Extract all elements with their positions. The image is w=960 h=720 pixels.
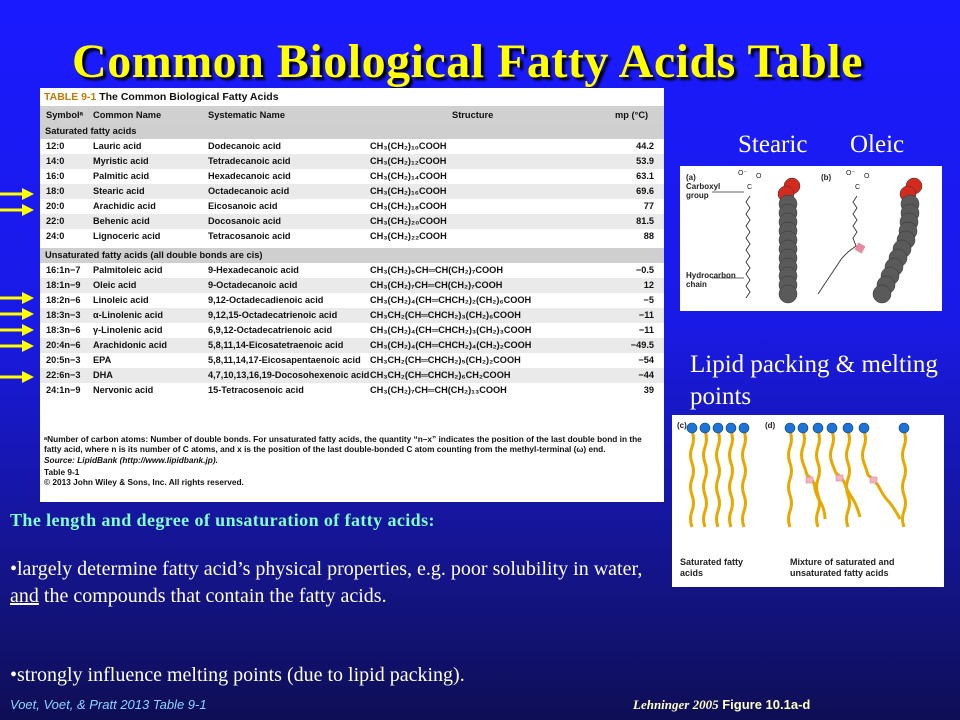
cell-structure: CH₃CH₂(CH═CHCH₂)₅(CH₂)₂COOH bbox=[370, 355, 521, 365]
mixture-caption: Mixture of saturated and unsaturated fatty acids bbox=[790, 557, 895, 578]
figure-stearic-oleic bbox=[680, 166, 942, 311]
cell-common: Linoleic acid bbox=[93, 295, 149, 305]
table-row bbox=[40, 229, 664, 244]
cell-common: α-Linolenic acid bbox=[93, 310, 163, 320]
bullet-1-post: the compounds that contain the fatty acids. bbox=[38, 585, 387, 607]
cell-common: Nervonic acid bbox=[93, 385, 154, 395]
panel-c-label: (c) bbox=[677, 421, 687, 430]
header-systematic-name: Systematic Name bbox=[208, 110, 285, 120]
cell-systematic: 9-Hexadecanoic acid bbox=[208, 265, 299, 275]
cell-systematic: Tetradecanoic acid bbox=[208, 156, 291, 166]
citation-right bbox=[633, 697, 810, 713]
cell-common: Behenic acid bbox=[93, 216, 150, 226]
bullet-1-pre: •largely determine fatty acid’s physical properties, e.g. poor solubility in water, bbox=[10, 558, 643, 580]
cell-structure: CH₃CH₂(CH═CHCH₂)₆CH₂COOH bbox=[370, 370, 511, 380]
cell-structure: CH₃(CH₂)₄(CH═CHCH₂)₂(CH₂)₆COOH bbox=[370, 295, 532, 305]
cell-structure: CH₃CH₂(CH═CHCH₂)₃(CH₂)₆COOH bbox=[370, 310, 521, 320]
cell-systematic: 6,9,12-Octadecatrienoic acid bbox=[208, 325, 333, 335]
cell-symbol: 18:3n−3 bbox=[46, 310, 81, 320]
cell-mp: 44.2 bbox=[636, 141, 654, 151]
cell-systematic: 9,12-Octadecadienoic acid bbox=[208, 295, 324, 305]
table-row bbox=[40, 184, 664, 199]
cell-common: Palmitoleic acid bbox=[93, 265, 163, 275]
b-c: C bbox=[855, 184, 861, 191]
highlight-arrow-icon bbox=[0, 370, 34, 384]
table-header bbox=[40, 106, 664, 124]
a-c: C bbox=[747, 184, 753, 191]
highlight-arrow-icon bbox=[0, 187, 34, 201]
cell-systematic: 9,12,15-Octadecatrienoic acid bbox=[208, 310, 338, 320]
slide-title: Common Biological Fatty Acids Table bbox=[72, 35, 863, 88]
cell-symbol: 20:4n−6 bbox=[46, 340, 81, 350]
highlight-arrow-icon bbox=[0, 291, 34, 305]
cell-mp: −49.5 bbox=[630, 340, 654, 350]
header-mp: mp (°C) bbox=[615, 110, 649, 120]
citation-left: Voet, Voet, & Pratt 2013 Table 9-1 bbox=[10, 697, 207, 712]
cell-common: Stearic acid bbox=[93, 186, 145, 196]
cell-systematic: 4,7,10,13,16,19-Docosohexenoic acid bbox=[208, 370, 370, 380]
cell-structure: CH₃(CH₂)₁₆COOH bbox=[370, 186, 447, 196]
cell-systematic: 15-Tetracosenoic acid bbox=[208, 385, 304, 395]
cell-structure: CH₃(CH₂)₁₄COOH bbox=[370, 171, 447, 181]
highlight-arrow-icon bbox=[0, 203, 34, 217]
panel-d-label: (d) bbox=[765, 421, 776, 430]
cell-structure: CH₃(CH₂)₄(CH═CHCH₂)₄(CH₂)₂COOH bbox=[370, 340, 532, 350]
cell-common: Oleic acid bbox=[93, 280, 137, 290]
bullet-2: •strongly influence melting points (due to lipid packing). bbox=[10, 664, 465, 686]
cell-symbol: 18:2n−6 bbox=[46, 295, 81, 305]
panel-a-label: (a) bbox=[686, 173, 696, 182]
cell-systematic: Eicosanoic acid bbox=[208, 201, 278, 211]
a-o: O bbox=[756, 173, 762, 180]
cell-symbol: 20:0 bbox=[46, 201, 65, 211]
cell-mp: −5 bbox=[643, 295, 654, 305]
table-number: TABLE 9-1 bbox=[44, 91, 97, 103]
cell-mp: 69.6 bbox=[636, 186, 654, 196]
footnote-text: ᵃNumber of carbon atoms: Number of double bonds. For unsaturated fatty acids, the quantity “n–x” indicates the position of the last double bond in the fatty acid, where n is its number of C atoms, and x is the position of the last double-bonded C atom counting from the methyl-terminal (ω) end. bbox=[44, 434, 642, 455]
footnote-source: Source: LipidBank (http://www.lipidbank.jp). bbox=[44, 454, 218, 465]
table-row bbox=[40, 293, 664, 308]
cell-common: Lauric acid bbox=[93, 141, 142, 151]
table-row bbox=[40, 199, 664, 214]
cell-symbol: 14:0 bbox=[46, 156, 65, 166]
figure-lipid-packing bbox=[672, 415, 944, 587]
a-o-minus: O⁻ bbox=[738, 170, 748, 177]
citation-right-figure: Figure 10.1a-d bbox=[718, 697, 811, 712]
carboxyl-label: Carboxyl group bbox=[686, 182, 721, 200]
table-row bbox=[40, 154, 664, 169]
cell-mp: −11 bbox=[638, 310, 654, 320]
cell-common: Myristic acid bbox=[93, 156, 149, 166]
table-title: The Common Biological Fatty Acids bbox=[99, 91, 279, 103]
cell-structure: CH₃(CH₂)₂₀COOH bbox=[370, 216, 447, 226]
cell-mp: 81.5 bbox=[636, 216, 654, 226]
cell-systematic: Octadecanoic acid bbox=[208, 186, 290, 196]
cell-common: EPA bbox=[93, 355, 112, 365]
table-row bbox=[40, 368, 664, 383]
highlight-arrow-icon bbox=[0, 307, 34, 321]
cell-common: DHA bbox=[93, 370, 113, 380]
cell-structure: CH₃(CH₂)₅CH═CH(CH₂)₇COOH bbox=[370, 265, 503, 275]
footnote-copyright: © 2013 John Wiley & Sons, Inc. All rights reserved. bbox=[44, 477, 244, 488]
table-row bbox=[40, 338, 664, 353]
bullet-1 bbox=[10, 556, 660, 610]
cell-mp: 77 bbox=[643, 201, 654, 211]
cell-mp: 63.1 bbox=[636, 171, 654, 181]
table-row bbox=[40, 139, 664, 154]
cell-mp: −54 bbox=[638, 355, 654, 365]
cell-systematic: 5,8,11,14,17-Eicosapentaenoic acid bbox=[208, 355, 361, 365]
lead-text: The length and degree of unsaturation of fatty acids: bbox=[10, 510, 435, 530]
cell-structure: CH₃(CH₂)₁₀COOH bbox=[370, 141, 447, 151]
cell-systematic: 5,8,11,14-Eicosatetraenoic acid bbox=[208, 340, 344, 350]
section-saturated: Saturated fatty acids bbox=[40, 124, 664, 139]
hydrocarbon-label: Hydrocarbon chain bbox=[686, 271, 736, 289]
cell-mp: 88 bbox=[643, 231, 654, 241]
cell-structure: CH₃(CH₂)₄(CH═CHCH₂)₃(CH₂)₃COOH bbox=[370, 325, 532, 335]
cell-systematic: Docosanoic acid bbox=[208, 216, 282, 226]
cell-common: Lignoceric acid bbox=[93, 231, 161, 241]
cell-systematic: Dodecanoic acid bbox=[208, 141, 282, 151]
fatty-acid-structures-drawing bbox=[680, 166, 942, 311]
table-footnotes bbox=[44, 434, 660, 487]
cell-structure: CH₃(CH₂)₁₂COOH bbox=[370, 156, 447, 166]
cell-structure: CH₃(CH₂)₇CH═CH(CH₂)₇COOH bbox=[370, 280, 503, 290]
table-row bbox=[40, 308, 664, 323]
cell-common: γ-Linolenic acid bbox=[93, 325, 163, 335]
table-caption bbox=[44, 91, 279, 103]
cell-symbol: 12:0 bbox=[46, 141, 65, 151]
header-structure: Structure bbox=[452, 110, 494, 120]
label-stearic: Stearic bbox=[738, 131, 808, 158]
table-row bbox=[40, 214, 664, 229]
cell-symbol: 20:5n−3 bbox=[46, 355, 81, 365]
cell-symbol: 22:0 bbox=[46, 216, 65, 226]
highlight-arrow-icon bbox=[0, 323, 34, 337]
b-o: O bbox=[864, 173, 870, 180]
cell-symbol: 18:1n−9 bbox=[46, 280, 81, 290]
panel-b-label: (b) bbox=[821, 173, 832, 182]
header-common-name: Common Name bbox=[93, 110, 162, 120]
cell-structure: CH₃(CH₂)₂₂COOH bbox=[370, 231, 447, 241]
cell-symbol: 18:0 bbox=[46, 186, 65, 196]
table-row bbox=[40, 323, 664, 338]
cell-symbol: 16:0 bbox=[46, 171, 65, 181]
footnote-table-label: Table 9-1 bbox=[44, 466, 80, 477]
table-row bbox=[40, 263, 664, 278]
table-row bbox=[40, 353, 664, 368]
highlight-arrow-icon bbox=[0, 339, 34, 353]
cell-common: Arachidonic acid bbox=[93, 340, 168, 350]
cell-symbol: 18:3n−6 bbox=[46, 325, 81, 335]
bullet-1-underlined: and bbox=[10, 585, 39, 607]
header-symbol: Symbolᵃ bbox=[46, 110, 84, 120]
cell-systematic: Tetracosanoic acid bbox=[208, 231, 291, 241]
cell-symbol: 22:6n−3 bbox=[46, 370, 81, 380]
table-row bbox=[40, 169, 664, 184]
cell-symbol: 16:1n−7 bbox=[46, 265, 81, 275]
cell-mp: 39 bbox=[643, 385, 654, 395]
cell-mp: 53.9 bbox=[636, 156, 654, 166]
fatty-acids-table bbox=[40, 88, 664, 502]
cell-structure: CH₃(CH₂)₁₈COOH bbox=[370, 201, 447, 211]
saturated-caption: Saturated fatty acids bbox=[680, 557, 744, 578]
citation-right-author: Lehninger 2005 bbox=[633, 697, 719, 712]
label-lipid-packing: Lipid packing & melting points bbox=[690, 351, 938, 410]
label-oleic: Oleic bbox=[850, 131, 905, 158]
cell-mp: 12 bbox=[643, 280, 654, 290]
section-unsaturated: Unsaturated fatty acids (all double bonds are cis) bbox=[40, 248, 664, 263]
cell-symbol: 24:0 bbox=[46, 231, 65, 241]
cell-mp: −44 bbox=[638, 370, 654, 380]
cell-systematic: Hexadecanoic acid bbox=[208, 171, 291, 181]
cell-systematic: 9-Octadecanoic acid bbox=[208, 280, 298, 290]
cell-common: Arachidic acid bbox=[93, 201, 156, 211]
cell-mp: −11 bbox=[638, 325, 654, 335]
table-row bbox=[40, 278, 664, 293]
cell-structure: CH₃(CH₂)₇CH═CH(CH₂)₁₃COOH bbox=[370, 385, 507, 395]
cell-symbol: 24:1n−9 bbox=[46, 385, 81, 395]
cell-mp: −0.5 bbox=[635, 265, 654, 275]
b-o-minus: O⁻ bbox=[846, 170, 856, 177]
cell-common: Palmitic acid bbox=[93, 171, 150, 181]
table-row bbox=[40, 383, 664, 398]
